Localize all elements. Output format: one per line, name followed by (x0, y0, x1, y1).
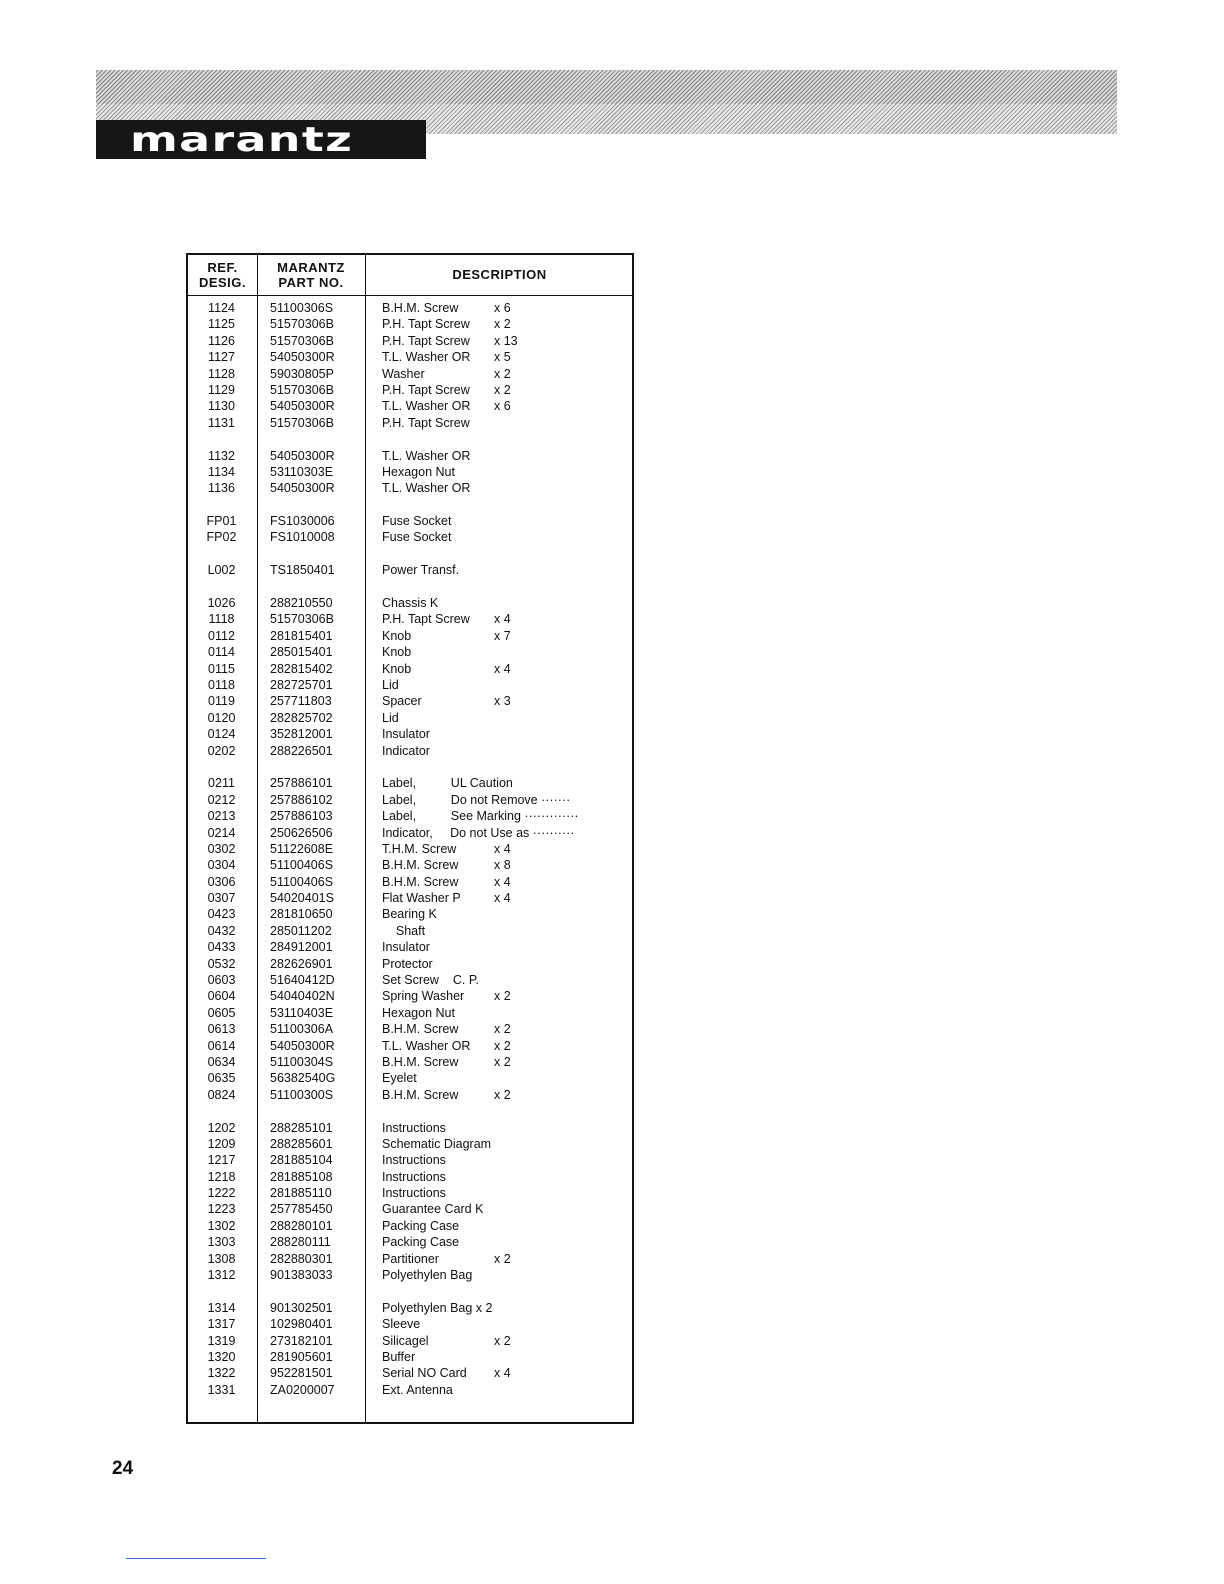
quantity-cell: x 2 (494, 1054, 511, 1069)
table-row (188, 333, 634, 349)
part-number-cell: 250626506 (270, 825, 333, 840)
part-number-cell: 51570306B (270, 317, 334, 332)
ref-cell: 0302 (207, 841, 236, 856)
quantity-cell: x 2 (494, 1038, 511, 1053)
ref-cell: 0119 (208, 694, 235, 709)
table-row (188, 1087, 634, 1103)
description-cell: Shaft (382, 923, 426, 938)
part-number-cell: 54050300R (270, 350, 335, 365)
table-row (188, 513, 634, 529)
ref-cell: 1218 (207, 1169, 236, 1184)
ref-cell: 1136 (208, 481, 235, 496)
ref-cell: 0423 (207, 907, 236, 922)
ref-cell: 1302 (207, 1218, 236, 1233)
quantity-cell: x 2 (494, 1087, 511, 1102)
part-number-cell: 51100304S (270, 1054, 334, 1069)
description-cell: B.H.M. Screw (382, 858, 459, 873)
description-cell: Knob (382, 645, 412, 660)
ref-cell: 1202 (207, 1120, 236, 1135)
table-row (188, 956, 634, 972)
part-number-cell: 285015401 (270, 645, 333, 660)
description-cell: B.H.M. Screw (382, 1087, 459, 1102)
part-number-cell: 281810650 (270, 907, 333, 922)
part-number-cell: 282825702 (270, 710, 333, 725)
table-row (188, 595, 634, 611)
ref-cell: 0824 (207, 1087, 236, 1102)
table-row (188, 464, 634, 480)
table-row (188, 415, 634, 431)
ref-cell: 1130 (208, 399, 235, 414)
part-number-cell: 257886101 (270, 776, 333, 791)
table-row (188, 480, 634, 496)
description-cell: Instructions (382, 1186, 446, 1201)
table-row (188, 1349, 634, 1365)
quantity-cell: x 4 (494, 874, 511, 889)
description-cell: Serial NO Card (382, 1366, 467, 1381)
quantity-cell: x 4 (494, 661, 511, 676)
part-number-cell: 281885104 (270, 1153, 333, 1168)
part-number-cell: 51122608E (270, 841, 334, 856)
part-number-cell: 257711803 (270, 694, 332, 709)
description-cell: Set Screw C. P. (382, 973, 480, 988)
ref-cell: 0635 (207, 1071, 236, 1086)
description-cell: Chassis K (382, 596, 439, 611)
description-cell: B.H.M. Screw (382, 1054, 459, 1069)
ref-cell: 0114 (208, 645, 235, 660)
description-cell: P.H. Tapt Screw (382, 612, 470, 627)
part-number-cell: 51570306B (270, 415, 334, 430)
table-row (188, 841, 634, 857)
header-ref-desig (188, 260, 257, 290)
table-row (188, 448, 634, 464)
table-row (188, 661, 634, 677)
header-part-no (257, 260, 365, 290)
part-number-cell: 59030805P (270, 366, 334, 381)
quantity-cell: x 3 (494, 694, 511, 709)
description-cell: Ext. Antenna (382, 1382, 453, 1397)
table-row (188, 398, 634, 414)
table-row (188, 743, 634, 759)
ref-cell: 0115 (208, 661, 235, 676)
table-row (188, 1267, 634, 1283)
part-number-cell: 51570306B (270, 612, 334, 627)
ref-cell: 1131 (208, 415, 235, 430)
table-row (188, 1382, 634, 1398)
part-number-cell: 54050300R (270, 481, 335, 496)
description-cell: Label, Do not Remove ······· (382, 792, 571, 807)
quantity-cell: x 6 (494, 301, 511, 315)
description-cell: Schematic Diagram (382, 1136, 492, 1151)
description-cell: B.H.M. Screw (382, 301, 459, 315)
ref-cell: 1319 (207, 1333, 236, 1348)
part-number-cell: 282880301 (270, 1251, 333, 1266)
part-number-cell: 288285101 (270, 1120, 333, 1135)
part-number-cell: 51570306B (270, 333, 334, 348)
ref-cell: 1222 (207, 1186, 236, 1201)
table-row (188, 874, 634, 890)
description-cell: Instructions (382, 1120, 446, 1135)
part-number-cell: 54020401S (270, 891, 334, 906)
table-row (188, 382, 634, 398)
part-number-cell: 51100306S (270, 301, 334, 315)
header-divider (188, 295, 632, 296)
quantity-cell: x 4 (494, 612, 511, 627)
part-number-cell: 285011202 (270, 923, 332, 938)
part-number-cell: 282626901 (270, 956, 333, 971)
table-row (188, 562, 634, 578)
part-number-cell: 284912001 (270, 940, 333, 955)
ref-cell: 0634 (207, 1054, 236, 1069)
description-cell: Sleeve (382, 1317, 421, 1332)
table-body (188, 300, 634, 1398)
ref-cell: 0304 (207, 858, 236, 873)
table-row (188, 726, 634, 742)
table-row (188, 988, 634, 1004)
ref-cell: 0306 (207, 874, 236, 889)
description-cell: Buffer (382, 1350, 416, 1364)
description-cell: Label, See Marking ············· (382, 809, 579, 824)
part-number-cell: 54050300R (270, 1038, 335, 1053)
table-row (188, 939, 634, 955)
ref-cell: 1128 (208, 366, 235, 381)
table-row (188, 1365, 634, 1381)
ref-cell: 0118 (208, 677, 235, 692)
part-number-cell: 901383033 (270, 1268, 333, 1283)
part-number-cell: 901302501 (270, 1300, 333, 1315)
description-cell: Polyethylen Bag (382, 1268, 473, 1283)
ref-cell: 1308 (207, 1251, 236, 1266)
part-number-cell: 282725701 (270, 677, 333, 692)
ref-cell: 0603 (207, 973, 236, 988)
quantity-cell: x 4 (494, 841, 511, 856)
description-cell: Insulator (382, 940, 430, 955)
table-row (188, 825, 634, 841)
part-number-cell: 257886102 (270, 792, 333, 807)
table-row (188, 1120, 634, 1136)
description-cell: T.L. Washer OR (382, 1038, 471, 1053)
part-number-cell: 281885108 (270, 1169, 333, 1184)
ref-cell: 0614 (207, 1038, 236, 1053)
part-number-cell: 54040402N (270, 989, 335, 1004)
part-number-cell: FS1030006 (270, 514, 335, 529)
table-row (188, 792, 634, 808)
quantity-cell: x 13 (494, 333, 518, 348)
table-row (188, 677, 634, 693)
ref-cell: 0613 (207, 1022, 236, 1037)
table-row (188, 316, 634, 332)
ref-cell: 1331 (207, 1382, 236, 1397)
part-number-cell: TS1850401 (270, 563, 335, 578)
ref-cell: 1303 (207, 1235, 236, 1250)
ref-cell: 0120 (207, 710, 236, 725)
table-row (188, 923, 634, 939)
ref-cell: 1125 (208, 317, 235, 332)
part-number-cell: 51100406S (270, 858, 334, 873)
description-cell: Protector (382, 956, 433, 971)
part-number-cell: 51640412D (270, 973, 335, 988)
marantz-logo (96, 120, 426, 159)
description-cell: Hexagon Nut (382, 1005, 455, 1020)
ref-cell: 1320 (207, 1350, 236, 1364)
part-number-cell: 952281501 (270, 1366, 333, 1381)
description-cell: Knob (382, 661, 412, 676)
table-row (188, 857, 634, 873)
part-number-cell: 281815401 (270, 628, 333, 643)
description-cell: Indicator (382, 743, 430, 758)
ref-cell: 1312 (207, 1268, 236, 1283)
ref-cell: 1129 (208, 382, 235, 397)
ref-cell: 0212 (207, 792, 236, 807)
part-number-cell: 51100300S (270, 1087, 334, 1102)
description-cell: Instructions (382, 1169, 446, 1184)
description-cell: Washer (382, 366, 425, 381)
part-number-cell: 53110303E (270, 464, 334, 479)
description-cell: Label, UL Caution (382, 776, 513, 791)
ref-cell: 1209 (207, 1136, 236, 1151)
table-row (188, 300, 634, 316)
quantity-cell: x 2 (494, 317, 511, 332)
table-row (188, 366, 634, 382)
ref-cell: 1132 (208, 448, 235, 463)
description-cell: Lid (382, 710, 399, 725)
part-number-cell: 281905601 (270, 1350, 333, 1364)
table-row (188, 1300, 634, 1316)
table-row (188, 611, 634, 627)
header-ref-line1: REF. (207, 260, 238, 275)
table-row (188, 1054, 634, 1070)
part-number-cell: 352812001 (270, 727, 333, 742)
description-cell: Flat Washer P (382, 891, 461, 906)
part-number-cell: 257886103 (270, 809, 333, 824)
ref-cell: 1134 (208, 464, 235, 479)
quantity-cell: x 4 (494, 1366, 511, 1381)
description-cell: T.H.M. Screw (382, 841, 457, 856)
part-number-cell: 56382540G (270, 1071, 336, 1086)
ref-cell: FP01 (206, 514, 237, 529)
quantity-cell: x 7 (494, 628, 511, 643)
table-row (188, 1218, 634, 1234)
description-cell: Packing Case (382, 1218, 460, 1233)
quantity-cell: x 2 (494, 1333, 511, 1348)
ref-cell: 0213 (207, 809, 236, 824)
table-row (188, 1185, 634, 1201)
quantity-cell: x 2 (494, 366, 511, 381)
description-cell: Silicagel (382, 1333, 429, 1348)
description-cell: Fuse Socket (382, 514, 452, 529)
header-description: DESCRIPTION (452, 267, 547, 282)
table-row (188, 529, 634, 545)
table-row (188, 1152, 634, 1168)
description-cell: Indicator, Do not Use as ·········· (382, 825, 575, 840)
part-number-cell: 51100406S (270, 874, 334, 889)
description-cell: T.L. Washer OR (382, 399, 471, 414)
part-number-cell: 51570306B (270, 382, 334, 397)
description-cell: Lid (382, 677, 399, 692)
quantity-cell: x 6 (494, 399, 511, 414)
table-row (188, 644, 634, 660)
table-row (188, 1316, 634, 1332)
table-row (188, 972, 634, 988)
quantity-cell: x 5 (494, 350, 511, 365)
description-cell: Instructions (382, 1153, 446, 1168)
parts-list-table (186, 253, 634, 1424)
part-number-cell: 257785450 (270, 1202, 333, 1217)
ref-cell: 1314 (207, 1300, 236, 1315)
table-row (188, 1169, 634, 1185)
quantity-cell: x 2 (494, 1022, 511, 1037)
part-number-cell: 288285601 (270, 1136, 333, 1151)
table-row (188, 906, 634, 922)
description-cell: P.H. Tapt Screw (382, 382, 470, 397)
ref-cell: 0532 (207, 956, 236, 971)
ref-cell: 0433 (207, 940, 236, 955)
part-number-cell: 288280101 (270, 1218, 333, 1233)
description-cell: Eyelet (382, 1071, 417, 1086)
table-row (188, 1038, 634, 1054)
description-cell: Packing Case (382, 1235, 460, 1250)
quantity-cell: x 4 (494, 891, 511, 906)
table-row (188, 1251, 634, 1267)
ref-cell: 1223 (207, 1202, 236, 1217)
description-cell: Spacer (382, 694, 422, 709)
ref-cell: 1026 (207, 596, 236, 611)
table-row (188, 1070, 634, 1086)
table-row (188, 1234, 634, 1250)
description-cell: Polyethylen Bag x 2 (382, 1300, 493, 1315)
logo-text: marantz (130, 120, 354, 160)
header-part-line1: MARANTZ (277, 260, 345, 275)
part-number-cell: 54050300R (270, 399, 335, 414)
part-number-cell: 288280111 (270, 1235, 331, 1250)
ref-cell: 1124 (208, 301, 235, 315)
quantity-cell: x 2 (494, 989, 511, 1004)
header-ref-line2: DESIG. (198, 275, 247, 290)
description-cell: P.H. Tapt Screw (382, 317, 470, 332)
part-number-cell: 288210550 (270, 596, 333, 611)
description-cell: Fuse Socket (382, 530, 452, 545)
ref-cell: 1118 (208, 612, 235, 627)
description-cell: Hexagon Nut (382, 464, 455, 479)
ref-cell: 1317 (207, 1317, 236, 1332)
ref-cell: FP02 (206, 530, 237, 545)
ref-cell: 1322 (207, 1366, 236, 1381)
ref-cell: 0432 (207, 923, 236, 938)
header-banner-band (96, 70, 1117, 104)
part-number-cell: 281885110 (270, 1186, 332, 1201)
table-row (188, 1136, 634, 1152)
ref-cell: 0604 (207, 989, 236, 1004)
part-number-cell: 288226501 (270, 743, 333, 758)
ref-cell: 0124 (207, 727, 236, 742)
description-cell: Knob (382, 628, 412, 643)
table-row (188, 693, 634, 709)
ref-cell: 0214 (207, 825, 236, 840)
ref-cell: 0202 (207, 743, 236, 758)
part-number-cell: 102980401 (270, 1317, 333, 1332)
part-number-cell: ZA0200007 (270, 1382, 335, 1397)
description-cell: P.H. Tapt Screw (382, 333, 470, 348)
quantity-cell: x 2 (494, 382, 511, 397)
ref-cell: 0605 (207, 1005, 236, 1020)
part-number-cell: 51100306A (270, 1022, 334, 1037)
part-number-cell: FS1010008 (270, 530, 335, 545)
description-cell: Guarantee Card K (382, 1202, 484, 1217)
table-row (188, 1021, 634, 1037)
ref-cell: 0112 (208, 628, 235, 643)
table-row (188, 1201, 634, 1217)
footer-link-underline (126, 1558, 266, 1559)
part-number-cell: 273182101 (270, 1333, 333, 1348)
ref-cell: L002 (207, 563, 236, 578)
description-cell: Power Transf. (382, 563, 460, 578)
description-cell: B.H.M. Screw (382, 874, 459, 889)
table-row (188, 710, 634, 726)
description-cell: Partitioner (382, 1251, 439, 1266)
ref-cell: 0211 (208, 776, 235, 791)
ref-cell: 1127 (208, 350, 235, 365)
ref-cell: 1217 (207, 1153, 236, 1168)
table-row (188, 890, 634, 906)
description-cell: T.L. Washer OR (382, 481, 471, 496)
header-part-line2: PART NO. (278, 275, 344, 290)
quantity-cell: x 2 (494, 1251, 511, 1266)
description-cell: T.L. Washer OR (382, 448, 471, 463)
description-cell: T.L. Washer OR (382, 350, 471, 365)
table-row (188, 628, 634, 644)
description-cell: Spring Washer (382, 989, 465, 1004)
description-cell: P.H. Tapt Screw (382, 415, 470, 430)
page-number: 24 (112, 1458, 134, 1479)
ref-cell: 1126 (208, 333, 235, 348)
table-row (188, 808, 634, 824)
quantity-cell: x 8 (494, 858, 511, 873)
description-cell: Insulator (382, 727, 430, 742)
part-number-cell: 282815402 (270, 661, 333, 676)
description-cell: B.H.M. Screw (382, 1022, 459, 1037)
ref-cell: 0307 (207, 891, 236, 906)
table-row (188, 1005, 634, 1021)
table-row (188, 1333, 634, 1349)
part-number-cell: 53110403E (270, 1005, 334, 1020)
table-row (188, 349, 634, 365)
part-number-cell: 54050300R (270, 448, 335, 463)
table-row (188, 775, 634, 791)
description-cell: Bearing K (382, 907, 437, 922)
